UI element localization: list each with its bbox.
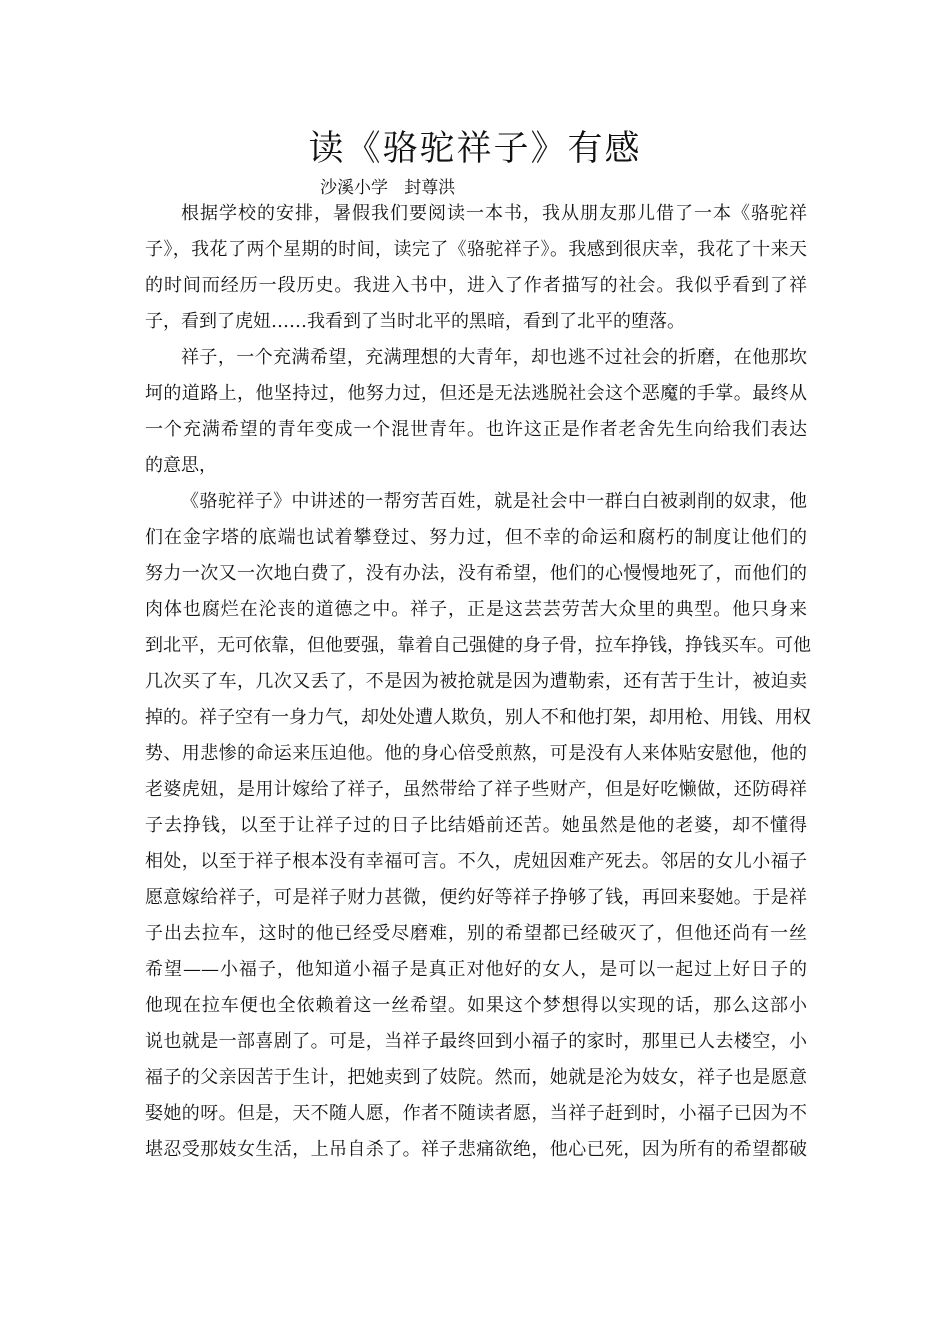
text-line: 几次买了车，几次又丢了，不是因为被抢就是因为遭勒索，还有苦于生计，被迫卖 — [145, 671, 807, 692]
text-line: 福子的父亲因苦于生计，把她卖到了妓院。然而，她就是沦为妓女，祥子也是愿意 — [145, 1067, 807, 1088]
text-line: 子》，我花了两个星期的时间，读完了《骆驼祥子》。我感到很庆幸，我花了十来天 — [145, 239, 807, 260]
text-line: 到北平，无可依靠，但他要强，靠着自己强健的身子骨，拉车挣钱，挣钱买车。可他 — [145, 635, 811, 656]
text-line: 一个充满希望的青年变成一个混世青年。也许这正是作者老舍先生向给我们表达 — [145, 419, 807, 440]
text-line: 堪忍受那妓女生活，上吊自杀了。祥子悲痛欲绝，他心已死，因为所有的希望都破 — [145, 1139, 807, 1160]
text-line: 根据学校的安排，暑假我们要阅读一本书，我从朋友那儿借了一本《骆驼祥 — [181, 203, 807, 224]
text-line: 们在金字塔的底端也试着攀登过、努力过，但不幸的命运和腐朽的制度让他们的 — [145, 527, 807, 548]
page-title: 读《骆驼祥子》有感 — [308, 129, 642, 169]
text-line: 掉的。祥子空有一身力气，却处处遭人欺负，别人不和他打架，却用枪、用钱、用权 — [145, 707, 811, 728]
text-line: 相处，以至于祥子根本没有幸福可言。不久，虎妞因难产死去。邻居的女儿小福子 — [145, 851, 807, 872]
text-line: 努力一次又一次地白费了，没有办法，没有希望，他们的心慢慢地死了，而他们的 — [145, 563, 807, 584]
text-line: 愿意嫁给祥子，可是祥子财力甚微，便约好等祥子挣够了钱，再回来娶她。于是祥 — [145, 887, 807, 908]
text-line: 说也就是一部喜剧了。可是，当祥子最终回到小福子的家时，那里已人去楼空，小 — [145, 1031, 807, 1052]
text-line: 希望——小福子，他知道小福子是真正对他好的女人，是可以一起过上好日子的 — [145, 959, 807, 980]
text-line: 《骆驼祥子》中讲述的一帮穷苦百姓，就是社会中一群白白被剥削的奴隶，他 — [181, 491, 807, 512]
text-line: 子，看到了虎妞……我看到了当时北平的黑暗，看到了北平的堕落。 — [145, 311, 685, 332]
text-line: 势、用悲惨的命运来压迫他。他的身心倍受煎熬，可是没有人来体贴安慰他，他的 — [145, 743, 807, 764]
text-line: 的时间而经历一段历史。我进入书中，进入了作者描写的社会。我似乎看到了祥 — [145, 275, 807, 296]
text-line: 老婆虎妞，是用计嫁给了祥子，虽然带给了祥子些财产，但是好吃懒做，还防碍祥 — [145, 779, 807, 800]
text-line: 坷的道路上，他坚持过，他努力过，但还是无法逃脱社会这个恶魔的手掌。最终从 — [145, 383, 807, 404]
author-line: 沙溪小学 封尊洪 — [320, 178, 456, 198]
text-line: 的意思， — [145, 455, 217, 476]
text-line: 他现在拉车便也全依赖着这一丝希望。如果这个梦想得以实现的话，那么这部小 — [145, 995, 807, 1016]
text-line: 娶她的呀。但是，天不随人愿，作者不随读者愿，当祥子赶到时，小福子已因为不 — [145, 1103, 807, 1124]
text-line: 祥子，一个充满希望，充满理想的大青年，却也逃不过社会的折磨，在他那坎 — [181, 347, 807, 368]
text-line: 子去挣钱，以至于让祥子过的日子比结婚前还苦。她虽然是他的老婆，却不懂得 — [145, 815, 807, 836]
essay-body — [145, 196, 811, 1168]
text-line: 子出去拉车，这时的他已经受尽磨难，别的希望都已经破灭了，但他还尚有一丝 — [145, 923, 807, 944]
text-line: 肉体也腐烂在沦丧的道德之中。祥子，正是这芸芸劳苦大众里的典型。他只身来 — [145, 599, 807, 620]
